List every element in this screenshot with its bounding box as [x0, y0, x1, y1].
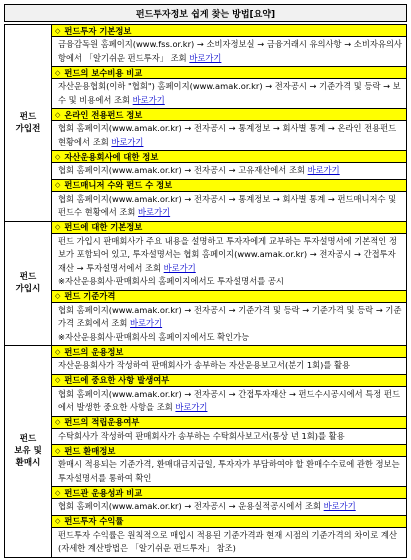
item-title: [52, 25, 406, 37]
info-item: [52, 222, 406, 291]
item-description: [52, 192, 406, 221]
description-text: ※자산운용회사·판매회사의 홈페이지에서도 투자설명서를 공시: [58, 276, 284, 286]
item-title: [52, 445, 406, 457]
shortcut-link[interactable]: 바로가기: [132, 94, 165, 105]
item-description: [52, 121, 406, 150]
info-table: [4, 24, 407, 558]
diamond-icon: ◇: [55, 110, 61, 119]
shortcut-link[interactable]: 바로가기: [163, 262, 196, 273]
description-text: 펀드투자 수익률은 원칙적으로 매입시 적용된 기준가격과 현재 시점의 기준가격의 차이로 계산(자세한 계산방법은 「알기쉬운 펀드투자」 참조): [58, 529, 397, 553]
item-title-text: 펀드에 중요한 사항 발생여부: [64, 375, 170, 385]
info-item: [52, 445, 406, 487]
info-item: [52, 375, 406, 417]
item-title-text: 펀드매니저 수와 펀드 수 정보: [64, 180, 173, 190]
description-text: ※자산운용회사·판매회사의 홈페이지에서도 확인가능: [58, 331, 250, 342]
shortcut-link[interactable]: 바로가기: [189, 52, 222, 63]
info-item: [52, 67, 406, 109]
shortcut-link[interactable]: 바로가기: [111, 136, 144, 147]
item-title: [52, 346, 406, 358]
item-title: [52, 222, 406, 234]
info-item: [52, 487, 406, 516]
item-title: [52, 67, 406, 79]
description-text: 협회 홈페이지(www.amak.or.kr) → 전자공시 → 통계정보 → 회사별 통계 → 펀드매니저수 및 펀드수 현황에서 조회: [58, 193, 397, 217]
diamond-icon: ◇: [55, 347, 61, 356]
item-title-text: 펀드의 운용정보: [64, 346, 124, 357]
diamond-icon: ◇: [55, 446, 61, 455]
item-title-text: 펀드관 운용성과 비교: [64, 487, 143, 498]
description-text: 수탁회사가 작성하여 판매회사가 송부하는 수탁회사보고서(통상 년 1회)를 활용: [58, 430, 345, 441]
item-title: [52, 180, 406, 192]
shortcut-link[interactable]: 바로가기: [323, 501, 356, 511]
summary-page: [4, 4, 407, 556]
diamond-icon: ◇: [55, 488, 61, 497]
category-row: [5, 346, 407, 558]
diamond-icon: ◇: [55, 68, 61, 77]
category-items: [52, 221, 407, 346]
shortcut-link[interactable]: 바로가기: [307, 165, 340, 175]
diamond-icon: ◇: [55, 292, 61, 300]
info-item: [52, 516, 406, 557]
item-title-text: 온라인 전용펀드 정보: [64, 109, 143, 120]
item-title: [52, 516, 406, 528]
item-title-text: 펀드투자 기본정보: [64, 25, 132, 36]
item-title: [52, 109, 406, 121]
item-title-text: 펀드투자 수익률: [64, 516, 124, 526]
description-text: 금융감독원 홈페이지(www.fss.or.kr) → 소비자정보실 → 금융거래시 유의사항 → 소비자유의사항에서 「알기쉬운 펀드투자」 조회: [58, 39, 402, 63]
item-description: [52, 79, 406, 108]
item-title: [52, 487, 406, 499]
category-items: [52, 346, 407, 558]
item-description: [52, 457, 406, 486]
category-label: 펀드 가입전: [5, 25, 52, 222]
category-label: 펀드 보유 및 환매시: [5, 346, 52, 558]
info-item: [52, 25, 406, 67]
category-label: 펀드 가입시: [5, 221, 52, 346]
item-title: [52, 151, 406, 163]
diamond-icon: ◇: [55, 26, 61, 35]
item-description: [52, 163, 406, 179]
info-item: [52, 417, 406, 446]
shortcut-link[interactable]: 바로가기: [130, 318, 163, 328]
description-text: 협회 홈페이지(www.amak.or.kr) → 전자공시 → 간접투자재산 → 펀드수시공시에서 특정 펀드에서 발생한 중요한 사항을 조회: [58, 388, 400, 412]
item-description: [52, 37, 406, 66]
info-item: [52, 346, 406, 375]
item-title-text: 펀드에 대한 기본정보: [64, 222, 143, 232]
shortcut-link[interactable]: 바로가기: [138, 207, 171, 217]
item-title-text: 펀드의 적립운용여부: [64, 417, 140, 427]
shortcut-link[interactable]: 바로가기: [175, 402, 208, 412]
item-description: [52, 528, 406, 557]
category-row: [5, 25, 407, 222]
description-text: 환매시 적용되는 기준가격, 환매대금지급일, 투자자가 부담하여야 할 환매수수료에 관한 정보는 투자설명서를 통하여 확인: [58, 459, 400, 483]
item-title: [52, 291, 406, 303]
item-title: [52, 417, 406, 429]
item-description: [52, 429, 406, 445]
item-title-text: 펀드의 보수비용 비교: [64, 67, 143, 78]
diamond-icon: ◇: [55, 152, 61, 161]
description-text: 펀드 가입시 판매회사가 주요 내용을 설명하고 투자자에게 교부하는 투자설명서에 기본적인 정보가 포함되어 있고, 투자설명서는 협회 홈페이지(www.amak.or.kr) → 전자공시 → 간접투자재산 → 투자설명서에서 조회: [58, 235, 397, 273]
diamond-icon: ◇: [55, 181, 61, 189]
item-title-text: 펀드 기준가격: [64, 291, 116, 301]
description-text: 협회 홈페이지(www.amak.or.kr) → 전자공시 → 운용실적공시에서 조회: [58, 501, 324, 511]
info-item: [52, 180, 406, 221]
item-title-text: 펀드 환매정보: [64, 445, 116, 456]
category-row: [5, 221, 407, 346]
item-description: [52, 234, 406, 290]
item-description: [52, 358, 406, 374]
diamond-icon: ◇: [55, 376, 61, 384]
diamond-icon: ◇: [55, 517, 61, 525]
description-text: 자산운용협회(이하 "협회") 홈페이지(www.amak.or.kr) → 전자공시 → 기준가격 및 등락 → 보수 및 비용에서 조회: [58, 81, 401, 105]
page-title: 펀드투자정보 쉽게 찾는 방법[요약]: [4, 4, 407, 22]
description-text: 협회 홈페이지(www.amak.or.kr) → 전자공시 → 기준가격 및 등락 → 기준가격 및 등락 → 기준가격 조회에서 조회: [58, 304, 402, 328]
info-item: [52, 109, 406, 151]
info-item: [52, 291, 406, 346]
category-items: [52, 25, 407, 222]
description-text: 자산운용회사가 작성하여 판매회사가 송부하는 자산운용보고서(분기 1회)를 활용: [58, 360, 351, 370]
diamond-icon: ◇: [55, 418, 61, 426]
item-title: [52, 375, 406, 387]
info-item: [52, 151, 406, 180]
item-title-text: 자산운용회사에 대한 정보: [64, 151, 159, 162]
item-description: [52, 499, 406, 515]
description-text: 협회 홈페이지(www.amak.or.kr) → 전자공시 → 고유재산에서 조회: [58, 165, 308, 175]
item-description: [52, 387, 406, 416]
item-description: [52, 303, 406, 346]
description-text: 협회 홈페이지(www.amak.or.kr) → 전자공시 → 통계정보 → 회사별 통계 → 온라인 전용펀드 현황에서 조회: [58, 123, 397, 147]
diamond-icon: ◇: [55, 223, 61, 231]
